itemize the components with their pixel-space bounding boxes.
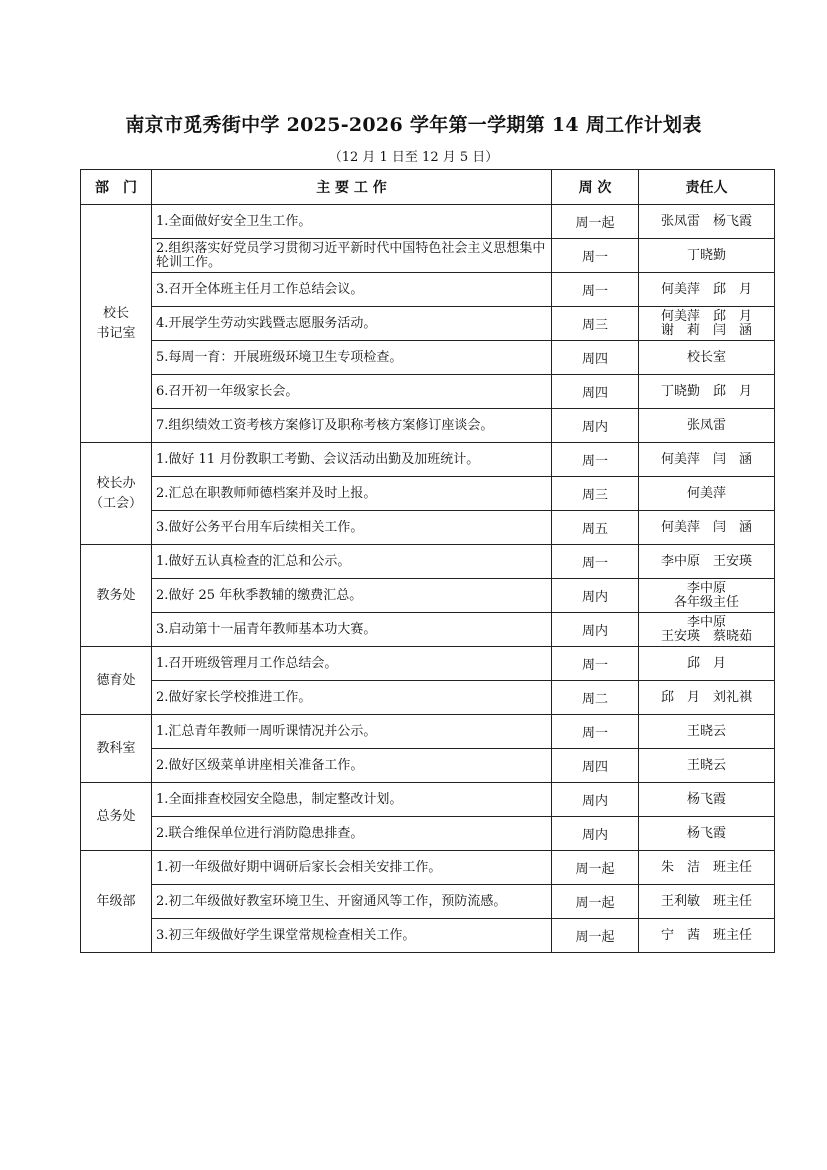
table-row [81,579,775,613]
work-item-cell: 1.全面做好安全卫生工作。 [152,205,552,239]
responsible-person-cell [639,681,775,715]
work-item-cell: 3.召开全体班主任月工作总结会议。 [152,273,552,307]
responsible-person-name: 杨飞霞 [686,825,726,841]
department-label: 校长办 [96,475,136,491]
responsible-person-name: 邱 月 [686,655,726,671]
responsible-person-name: 李中原 王安瑛 [660,553,752,569]
responsible-person-cell [639,647,775,681]
responsible-person-name: 宁 茜 班主任 [660,927,752,943]
department-cell [81,783,152,851]
responsible-person-name: 何美萍 [686,485,726,501]
work-item-cell: 2.做好家长学校推进工作。 [152,681,552,715]
week-cell: 周三 [552,307,639,341]
department-cell [81,851,152,953]
work-item-cell: 2.组织落实好党员学习贯彻习近平新时代中国特色社会主义思想集中轮训工作。 [152,239,552,273]
responsible-person-name: 王晓云 [686,757,726,773]
week-cell: 周一起 [552,919,639,953]
table-row [81,545,775,579]
week-cell: 周四 [552,749,639,783]
date-range-subtitle: （12 月 1 日至 12 月 5 日） [328,150,499,165]
responsible-person-cell [639,885,775,919]
responsible-person-cell [639,477,775,511]
responsible-person-name: 谢 莉 闫 涵 [660,322,752,338]
work-plan-table [80,169,775,953]
department-cell [81,443,152,545]
table-row [81,613,775,647]
responsible-person-name: 张凤雷 [686,417,726,433]
week-cell: 周一起 [552,851,639,885]
responsible-person-name: 何美萍 闫 涵 [660,519,752,535]
work-item-cell: 2.汇总在职教师师德档案并及时上报。 [152,477,552,511]
responsible-person-name: 何美萍 邱 月 [660,308,752,324]
responsible-person-name: 朱 洁 班主任 [660,859,752,875]
responsible-person-cell [639,307,775,341]
week-cell: 周三 [552,477,639,511]
week-cell: 周内 [552,613,639,647]
table-row [81,511,775,545]
responsible-person-name: 邱 月 刘礼祺 [660,689,752,705]
table-row [81,817,775,851]
responsible-person-cell [639,919,775,953]
table-row [81,341,775,375]
table-row [81,647,775,681]
week-cell: 周一起 [552,205,639,239]
table-row [81,851,775,885]
responsible-person-name: 校长室 [686,349,726,365]
responsible-person-name: 王利敏 班主任 [660,893,752,909]
department-label: 校长 [102,305,129,321]
responsible-person-name: 丁晓勤 邱 月 [660,383,752,399]
responsible-person-cell [639,205,775,239]
work-item-cell: 1.召开班级管理月工作总结会。 [152,647,552,681]
work-item-cell: 5.每周一育：开展班级环境卫生专项检查。 [152,341,552,375]
department-label: （工会） [89,495,142,511]
responsible-person-name: 何美萍 邱 月 [660,281,752,297]
work-item-cell: 7.组织绩效工资考核方案修订及职称考核方案修订座谈会。 [152,409,552,443]
responsible-person-cell [639,851,775,885]
week-cell: 周四 [552,375,639,409]
week-cell: 周二 [552,681,639,715]
responsible-person-name: 何美萍 闫 涵 [660,451,752,467]
responsible-person-name: 李中原 [686,580,726,596]
responsible-person-cell [639,511,775,545]
work-item-cell: 1.做好五认真检查的汇总和公示。 [152,545,552,579]
table-row [81,919,775,953]
week-cell: 周五 [552,511,639,545]
table-body [81,205,775,953]
table-row [81,477,775,511]
department-label: 书记室 [96,325,136,341]
work-item-cell: 3.启动第十一届青年教师基本功大赛。 [152,613,552,647]
header-responsible: 责任人 [639,170,775,205]
table-row [81,783,775,817]
work-item-cell: 1.初一年级做好期中调研后家长会相关安排工作。 [152,851,552,885]
responsible-person-cell [639,443,775,477]
responsible-person-name: 王安瑛 蔡晓茹 [660,628,752,644]
department-label: 总务处 [96,808,136,824]
department-cell [81,715,152,783]
table-row [81,375,775,409]
responsible-person-cell [639,613,775,647]
table-row [81,681,775,715]
header-main-work: 主 要 工 作 [152,170,552,205]
table-row [81,443,775,477]
work-item-cell: 2.做好 25 年秋季教辅的缴费汇总。 [152,579,552,613]
responsible-person-cell [639,749,775,783]
department-label: 教务处 [96,587,136,603]
table-row [81,749,775,783]
table-row [81,409,775,443]
responsible-person-cell [639,715,775,749]
header-department: 部 门 [81,170,152,205]
week-cell: 周一起 [552,885,639,919]
department-cell [81,205,152,443]
responsible-person-name: 王晓云 [686,723,726,739]
week-cell: 周一 [552,443,639,477]
week-cell: 周内 [552,783,639,817]
responsible-person-name: 杨飞霞 [686,791,726,807]
week-cell: 周内 [552,409,639,443]
header-row [81,170,775,205]
responsible-person-cell [639,375,775,409]
header-week: 周 次 [552,170,639,205]
responsible-person-cell [639,341,775,375]
responsible-person-name: 李中原 [686,614,726,630]
work-item-cell: 4.开展学生劳动实践暨志愿服务活动。 [152,307,552,341]
department-label: 德育处 [96,672,136,688]
responsible-person-name: 各年级主任 [673,594,739,610]
table-row [81,205,775,239]
responsible-person-cell [639,409,775,443]
department-cell [81,545,152,647]
responsible-person-cell [639,579,775,613]
week-cell: 周一 [552,545,639,579]
responsible-person-cell [639,273,775,307]
work-item-cell: 6.召开初一年级家长会。 [152,375,552,409]
responsible-person-cell [639,817,775,851]
table-row [81,273,775,307]
week-cell: 周内 [552,579,639,613]
responsible-person-cell [639,783,775,817]
week-cell: 周内 [552,817,639,851]
work-item-cell: 3.做好公务平台用车后续相关工作。 [152,511,552,545]
department-label: 教科室 [96,740,136,756]
responsible-person-cell [639,545,775,579]
table-row [81,239,775,273]
responsible-person-cell [639,239,775,273]
responsible-person-name: 张凤雷 杨飞霞 [660,213,752,229]
week-cell: 周四 [552,341,639,375]
department-label: 年级部 [96,893,136,909]
table-row [81,307,775,341]
department-cell [81,647,152,715]
document-title: 南京市觅秀街中学 2025-2026 学年第一学期第 14 周工作计划表 [125,114,702,136]
work-item-cell: 2.联合维保单位进行消防隐患排查。 [152,817,552,851]
table-row [81,885,775,919]
work-item-cell: 1.全面排查校园安全隐患，制定整改计划。 [152,783,552,817]
work-item-cell: 1.做好 11 月份教职工考勤、会议活动出勤及加班统计。 [152,443,552,477]
work-item-cell: 1.汇总青年教师一周听课情况并公示。 [152,715,552,749]
work-item-cell: 3.初三年级做好学生课堂常规检查相关工作。 [152,919,552,953]
work-item-cell: 2.初二年级做好教室环境卫生、开窗通风等工作，预防流感。 [152,885,552,919]
week-cell: 周一 [552,273,639,307]
week-cell: 周一 [552,647,639,681]
work-item-cell: 2.做好区级菜单讲座相关准备工作。 [152,749,552,783]
week-cell: 周一 [552,239,639,273]
responsible-person-name: 丁晓勤 [686,247,726,263]
table-row [81,715,775,749]
week-cell: 周一 [552,715,639,749]
